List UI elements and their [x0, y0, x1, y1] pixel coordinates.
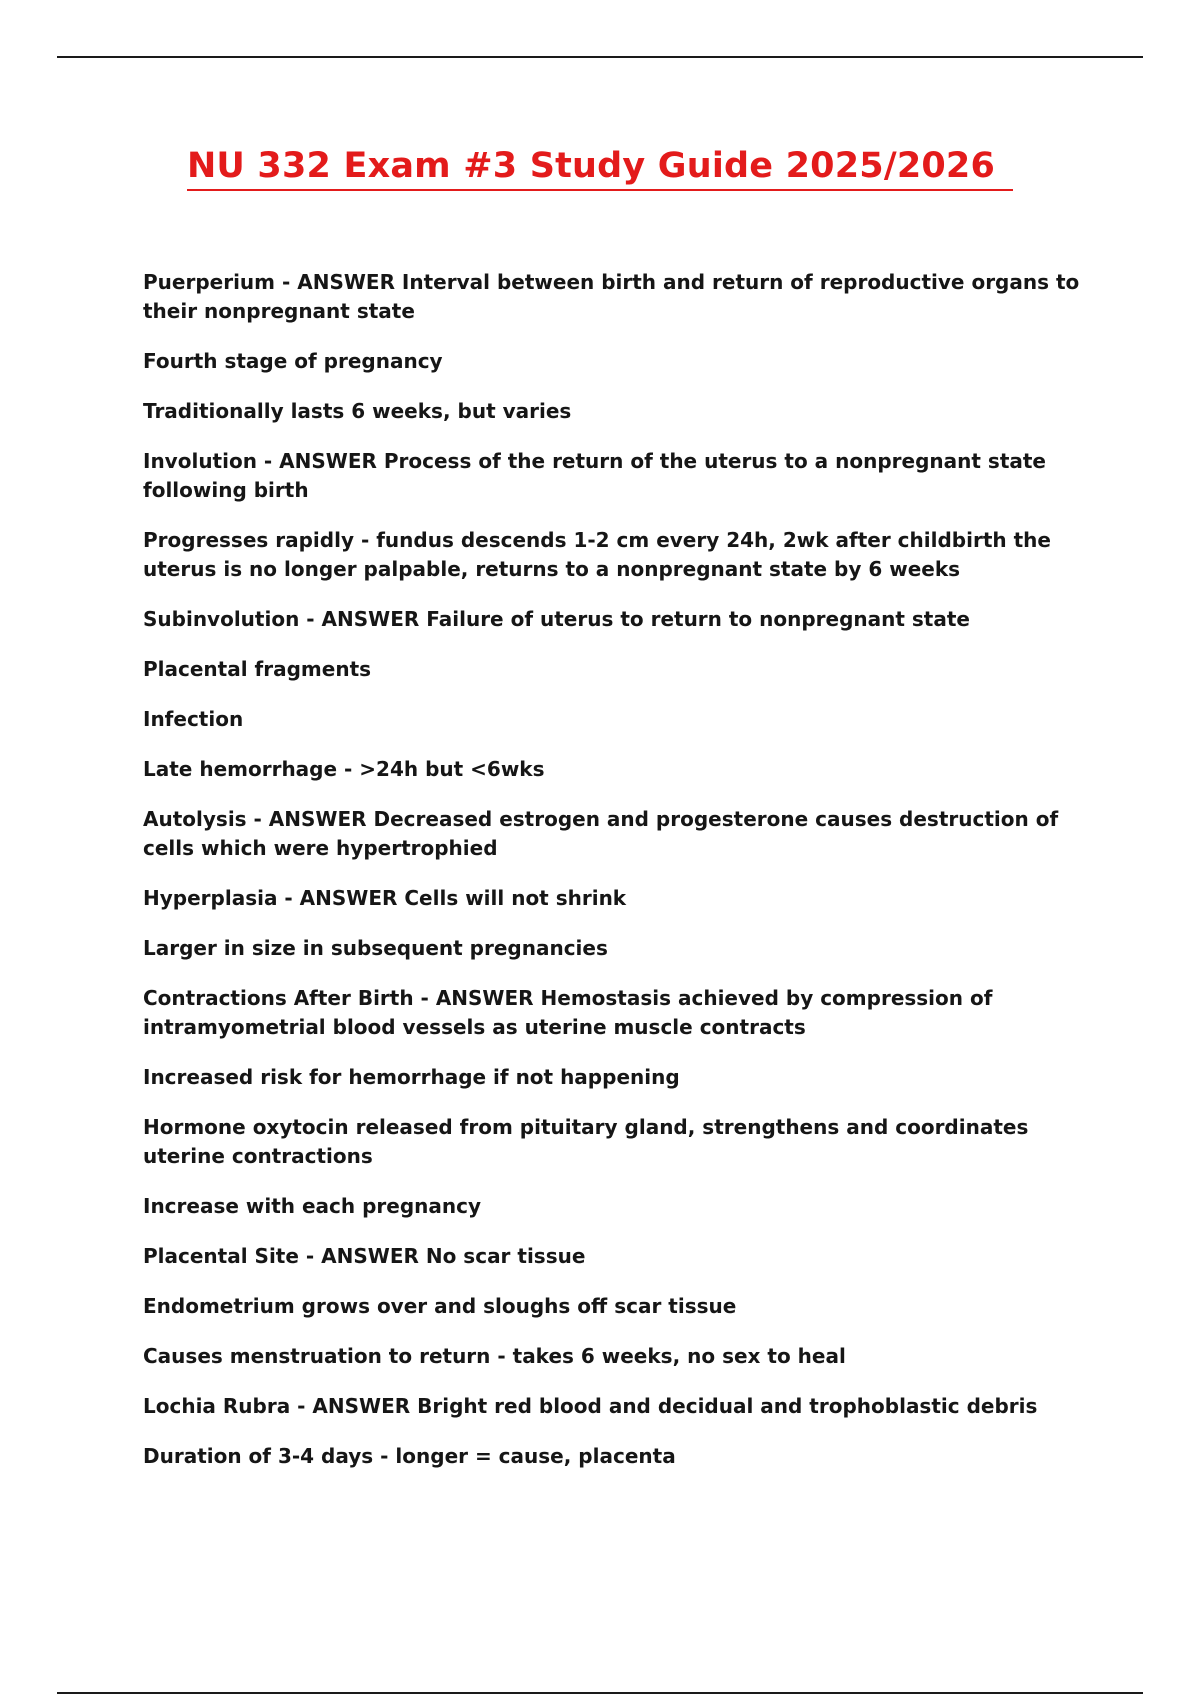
entry: Traditionally lasts 6 weeks, but varies [143, 399, 572, 423]
entry: Infection [143, 707, 244, 731]
footer-rule [57, 1692, 1143, 1694]
entry: Placental Site - ANSWER No scar tissue [143, 1244, 586, 1268]
entry: Progresses rapidly - fundus descends 1-2 cm every 24h, 2wk after childbirth the uterus is no longer palpable, returns to a nonpregnant state by 6 weeks [143, 528, 1051, 581]
entry: Lochia Rubra - ANSWER Bright red blood and decidual and trophoblastic debris [143, 1394, 1038, 1418]
entry: Puerperium - ANSWER Interval between birth and return of reproductive organs to their nonpregnant state [143, 270, 1080, 323]
entry: Hormone oxytocin released from pituitary gland, strengthens and coordinates uterine contractions [143, 1115, 1029, 1168]
title-container [0, 145, 1200, 191]
entry: Autolysis - ANSWER Decreased estrogen and progesterone causes destruction of cells which were hypertrophied [143, 807, 1059, 860]
entry: Fourth stage of pregnancy [143, 349, 443, 373]
entry: Increased risk for hemorrhage if not happening [143, 1065, 680, 1089]
entry: Increase with each pregnancy [143, 1194, 482, 1218]
entry: Larger in size in subsequent pregnancies [143, 936, 608, 960]
entry: Contractions After Birth - ANSWER Hemostasis achieved by compression of intramyometrial blood vessels as uterine muscle contracts [143, 986, 993, 1039]
entry: Late hemorrhage - >24h but <6wks [143, 757, 545, 781]
entry: Hyperplasia - ANSWER Cells will not shrink [143, 886, 627, 910]
entry: Placental fragments [143, 657, 372, 681]
document-title: NU 332 Exam #3 Study Guide 2025/2026 [187, 145, 1013, 191]
entry: Subinvolution - ANSWER Failure of uterus to return to nonpregnant state [143, 607, 970, 631]
header-rule [57, 56, 1143, 58]
entry: Causes menstruation to return - takes 6 weeks, no sex to heal [143, 1344, 846, 1368]
entry: Duration of 3-4 days - longer = cause, placenta [143, 1444, 676, 1468]
entry: Involution - ANSWER Process of the return of the uterus to a nonpregnant state following birth [143, 449, 1046, 502]
entry: Endometrium grows over and sloughs off scar tissue [143, 1294, 737, 1318]
study-guide-content [143, 268, 1093, 1492]
